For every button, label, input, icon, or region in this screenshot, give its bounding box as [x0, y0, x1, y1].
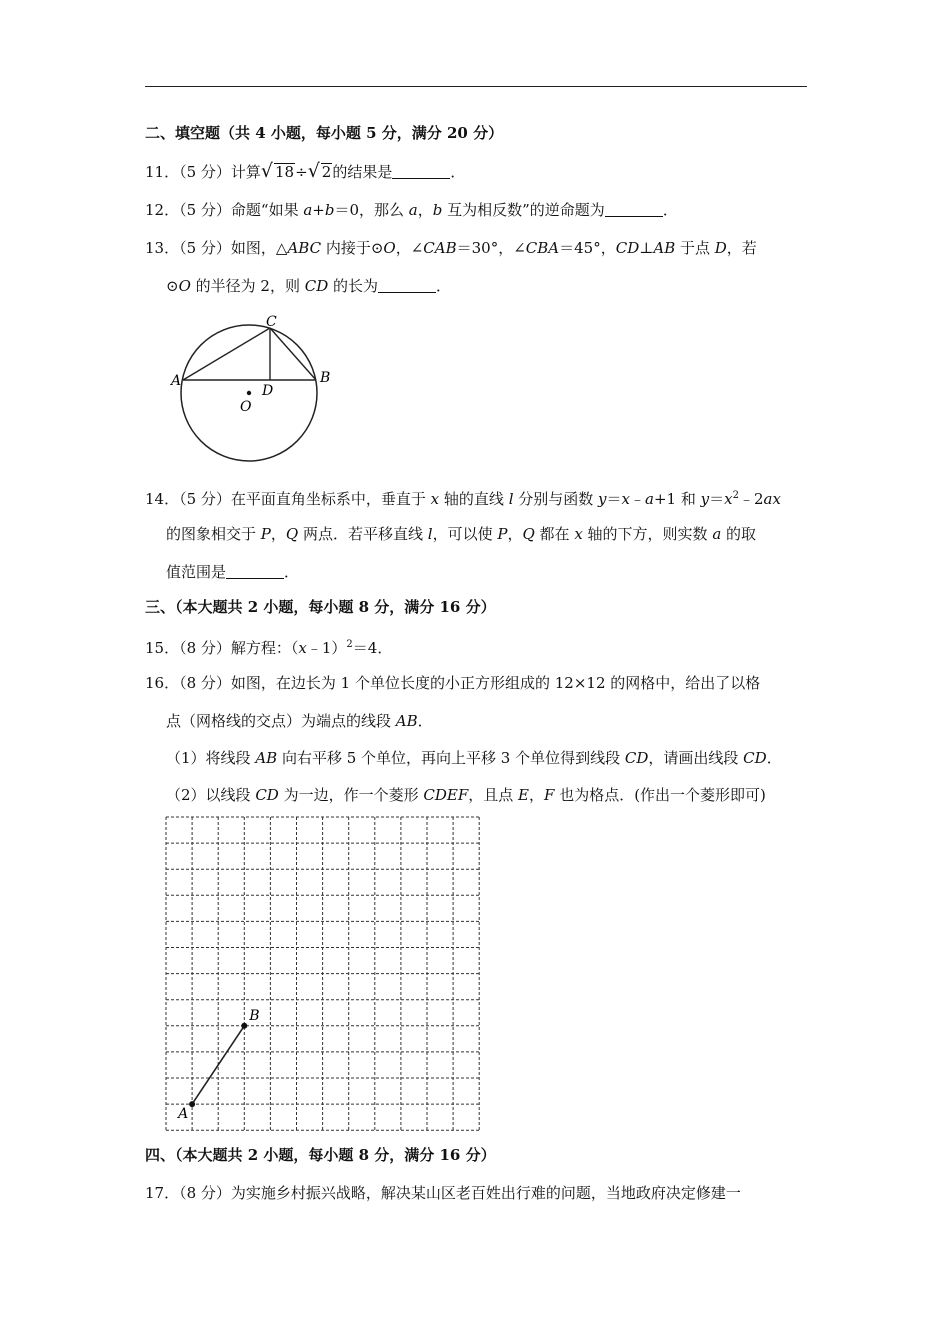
- q13-text: ，∠: [395, 239, 424, 257]
- var-cba: CBA: [525, 239, 560, 257]
- q13-text: 的半径为 2，则: [190, 277, 305, 295]
- question-16-part-2: [166, 785, 766, 805]
- q11-text: 11．（5 分）计算: [145, 163, 261, 181]
- q12-text: ＝0，那么: [334, 201, 409, 219]
- q12-text: ，: [417, 201, 433, 219]
- q14-text: 的取: [721, 525, 757, 543]
- q11-tail: 的结果是: [332, 163, 393, 181]
- q11-divide: ÷: [295, 163, 308, 181]
- var-x: x: [621, 490, 631, 508]
- q14-text: 两点．若平移直线: [298, 525, 428, 543]
- q13-text: 的长为: [328, 277, 379, 295]
- q16-text: ，: [528, 786, 544, 804]
- q13-text: 于点: [675, 239, 715, 257]
- q15-text: 15．（8 分）解方程：（: [145, 639, 299, 657]
- question-16-line-1: 16．（8 分）如图，在边长为 1 个单位长度的小正方形组成的 12×12 的网格中，给出了以格: [145, 674, 761, 692]
- q12-text: 互为相反数”的逆命题为: [442, 201, 605, 219]
- label-c: C: [266, 314, 277, 330]
- q11-end: ．: [450, 163, 466, 181]
- var-y: y: [700, 490, 710, 508]
- q13-text: ＝30°，∠: [456, 239, 526, 257]
- q16-text: ．: [766, 749, 782, 767]
- question-16-part-1: [166, 748, 782, 768]
- answer-blank[interactable]: [378, 278, 436, 293]
- q13-text: ，若: [726, 239, 757, 257]
- question-17: 17．（8 分）为实施乡村振兴战略，解决某山区老百姓出行难的问题，当地政府决定修建一: [145, 1184, 741, 1202]
- question-15: [145, 635, 392, 658]
- q16-text: ，请画出线段: [648, 749, 744, 767]
- question-13-line-1: [145, 238, 757, 258]
- q13-perp: ⊥: [639, 239, 654, 257]
- question-14-line-3: [166, 562, 299, 582]
- q16-text: 也为格点．(作出一个菱形即可): [554, 786, 766, 804]
- q16-text: 向右平移 5 个单位，再向上平移 3 个单位得到线段: [277, 749, 625, 767]
- label-a: A: [178, 1106, 189, 1123]
- var-l: l: [508, 490, 514, 508]
- var-x: x: [430, 490, 440, 508]
- var-a: a: [712, 525, 722, 543]
- circle-figure: [160, 310, 340, 475]
- header-rule: [145, 86, 807, 87]
- var-q: Q: [285, 525, 299, 543]
- answer-blank[interactable]: [392, 164, 450, 179]
- section-4-heading: 四、（本大题共 2 小题，每小题 8 分，满分 16 分）: [145, 1146, 496, 1164]
- var-o: O: [383, 239, 396, 257]
- var-e: E: [518, 786, 529, 804]
- var-a: a: [303, 201, 313, 219]
- sqrt-sign: √: [307, 160, 320, 182]
- var-f: F: [544, 786, 555, 804]
- question-11: [145, 162, 465, 182]
- q14-text: +1 和: [653, 490, 701, 508]
- var-ax: ax: [763, 490, 781, 508]
- var-ab: AB: [653, 239, 676, 257]
- exponent: 2: [346, 639, 353, 650]
- var-ab: AB: [255, 749, 278, 767]
- q13-text: 13．（5 分）如图，△: [145, 239, 288, 257]
- var-cdef: CDEF: [423, 786, 469, 804]
- q13-text: ⊙: [166, 277, 179, 295]
- q14-text: 都在: [534, 525, 575, 543]
- question-12: [145, 200, 678, 220]
- var-cab: CAB: [423, 239, 457, 257]
- var-cd: CD: [624, 749, 649, 767]
- var-ab: AB: [395, 712, 418, 730]
- q14-text: ，: [270, 525, 286, 543]
- segment-cb: [270, 328, 316, 380]
- q16-text: （1）将线段: [166, 749, 256, 767]
- section-3-heading: 三、（本大题共 2 小题，每小题 8 分，满分 16 分）: [145, 598, 496, 616]
- q14-text: ，: [507, 525, 523, 543]
- question-13-line-2: [166, 276, 451, 296]
- section-2-heading: 二、填空题（共 4 小题，每小题 5 分，满分 20 分）: [145, 124, 504, 142]
- answer-blank[interactable]: [226, 564, 284, 579]
- q14-text: 分别与函数: [513, 490, 599, 508]
- q11-radicand-2: 2: [321, 163, 332, 181]
- grid-figure: [160, 812, 485, 1132]
- q16-text: ，且点: [468, 786, 519, 804]
- answer-blank[interactable]: [605, 202, 663, 217]
- question-16-line-2: [166, 711, 433, 731]
- label-a: A: [171, 373, 182, 389]
- q14-text: 值范围是: [166, 563, 227, 581]
- q14-text: 轴的直线: [439, 490, 509, 508]
- var-b: b: [324, 201, 335, 219]
- grid-lines: [166, 817, 479, 1130]
- q14-text: 14．（5 分）在平面直角坐标系中，垂直于: [145, 490, 431, 508]
- label-o: O: [240, 399, 252, 415]
- q16-text: 点（网格线的交点）为端点的线段: [166, 712, 396, 730]
- var-cd: CD: [255, 786, 279, 804]
- question-14-line-2: [166, 524, 756, 544]
- q13-end: ．: [436, 277, 452, 295]
- q13-text: 内接于⊙: [321, 239, 384, 257]
- q14-text: 的图象相交于: [166, 525, 261, 543]
- point-b: [241, 1023, 247, 1029]
- var-b: b: [432, 201, 443, 219]
- var-y: y: [598, 490, 607, 508]
- var-cd: CD: [304, 277, 329, 295]
- label-b: B: [320, 370, 331, 386]
- point-a: [189, 1101, 195, 1107]
- var-abc: ABC: [287, 239, 322, 257]
- sqrt-sign: √: [260, 160, 274, 182]
- q14-text: ＝: [709, 490, 725, 508]
- segment-ac: [183, 328, 270, 380]
- var-x: x: [298, 639, 307, 657]
- var-l: l: [427, 525, 433, 543]
- var-o: O: [178, 277, 191, 295]
- var-x: x: [574, 525, 583, 543]
- q14-text: ﹣2: [738, 490, 764, 508]
- q12-end: ．: [662, 201, 678, 219]
- var-cd: CD: [615, 239, 640, 257]
- q16-text: 为一边，作一个菱形: [278, 786, 424, 804]
- q12-plus: +: [312, 201, 325, 219]
- var-d: D: [714, 239, 727, 257]
- var-a: a: [408, 201, 418, 219]
- var-cd: CD: [743, 749, 767, 767]
- q14-text: ，可以使: [432, 525, 498, 543]
- q14-text: 轴的下方，则实数: [582, 525, 713, 543]
- var-a: a: [645, 490, 654, 508]
- exponent: 2: [732, 490, 739, 501]
- q11-radicand-1: 18: [275, 163, 295, 181]
- question-14-line-1: [145, 486, 781, 509]
- label-d: D: [262, 383, 274, 399]
- q12-text: 12．（5 分）命题“如果: [145, 201, 304, 219]
- q14-text: ﹣: [630, 490, 646, 508]
- q15-text: ﹣1）: [306, 639, 347, 657]
- var-p: P: [497, 525, 508, 543]
- q14-end: ．: [284, 563, 300, 581]
- label-b: B: [249, 1007, 260, 1024]
- q13-text: ＝45°，: [559, 239, 616, 257]
- q16-text: ．: [417, 712, 433, 730]
- q16-text: （2）以线段: [166, 786, 256, 804]
- q14-text: ＝: [606, 490, 622, 508]
- q15-text: ＝4．: [352, 639, 393, 657]
- var-q: Q: [522, 525, 535, 543]
- var-p: P: [260, 525, 271, 543]
- center-point: [247, 391, 251, 395]
- var-x: x: [724, 490, 733, 508]
